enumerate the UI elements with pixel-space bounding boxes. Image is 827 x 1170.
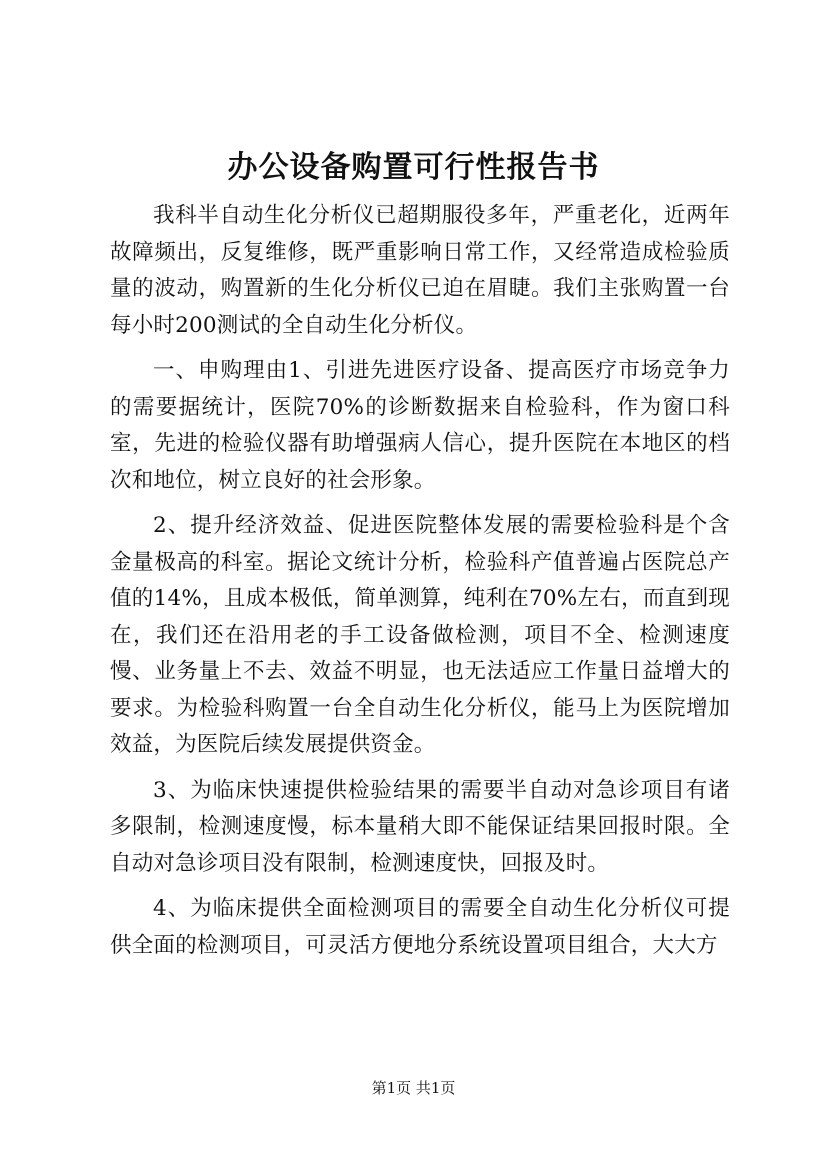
paragraph-reason-3: 3、为临床快速提供检验结果的需要半自动对急诊项目有诸多限制，检测速度慢，标本量稍大即不能保证结果回报时限。全自动对急诊项目没有限制，检测速度快，回报及时。 [110, 777, 730, 876]
document-body [110, 198, 730, 973]
document-title: 办公设备购置可行性报告书 [227, 150, 600, 185]
paragraph-reason-4: 4、为临床提供全面检测项目的需要全自动生化分析仪可提供全面的检测项目，可灵活方便地分系统设置项目组合，大大方 [110, 896, 730, 958]
page-number-footer: 第1页 共1页 [371, 1079, 456, 1097]
paragraph-reason-1: 一、申购理由1、引进先进医疗设备、提高医疗市场竞争力的需要据统计，医院70%的诊断数据来自检验科，作为窗口科室，先进的检验仪器有助增强病人信心，提升医院在本地区的档次和地位，树立良好的社会形象。 [110, 358, 730, 493]
paragraph-reason-2: 2、提升经济效益、促进医院整体发展的需要检验科是个含金量极高的科室。据论文统计分析，检验科产值普遍占医院总产值的14%，且成本极低，简单测算，纯利在70%左右，而直到现在，我们还在沿用老的手工设备做检测，项目不全、检测速度慢、业务量上不去、效益不明显，也无法适应工作量日益增大的要求。为检验科购置一台全自动生化分析仪，能马上为医院增加效益，为医院后续发展提供资金。 [110, 513, 730, 757]
paragraph-intro: 我科半自动生化分析仪已超期服役多年，严重老化，近两年故障频出，反复维修，既严重影响日常工作，又经常造成检验质量的波动，购置新的生化分析仪已迫在眉睫。我们主张购置一台每小时200测试的全自动生化分析仪。 [110, 203, 730, 338]
